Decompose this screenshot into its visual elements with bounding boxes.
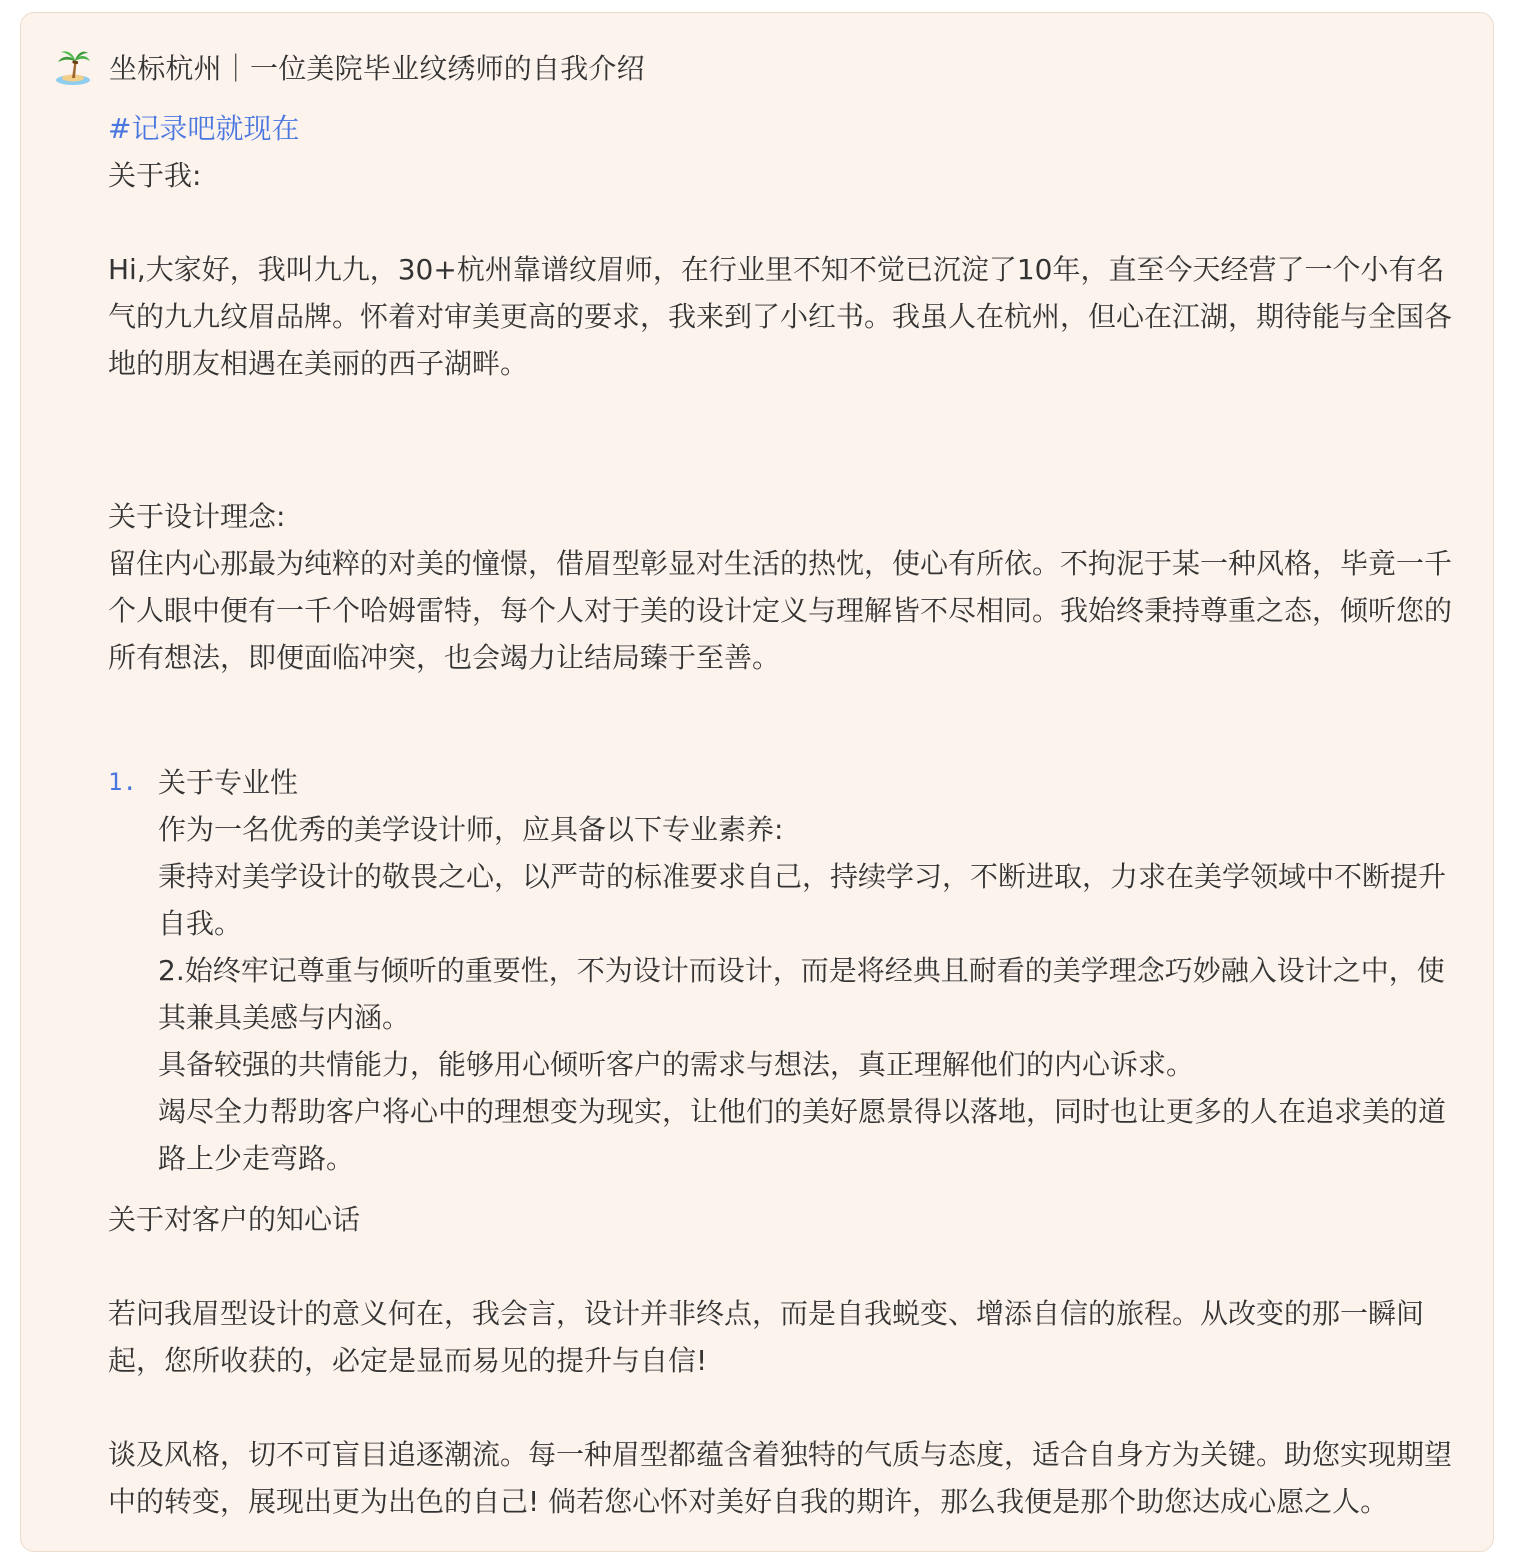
professional-heading: 关于专业性 bbox=[158, 766, 299, 799]
palm-tree-island-icon bbox=[53, 47, 93, 87]
about-me-heading: 关于我: bbox=[108, 159, 202, 192]
about-me-paragraph: Hi,大家好，我叫九九，30+杭州靠谱纹眉师，在行业里不知不觉已沉淀了10年，直至今天经营了一个小有名气的九九纹眉品牌。怀着对审美更高的要求，我来到了小红书。我虽人在杭州，但心在江湖，期待能与全国各地的朋友相遇在美丽的西子湖畔。 bbox=[108, 253, 1453, 380]
heart-paragraph-2: 谈及风格，切不可盲目追逐潮流。每一种眉型都蕴含着独特的气质与态度，适合自身方为关键。助您实现期望中的转变，展现出更为出色的自己! 倘若您心怀对美好自我的期许，那么我便是那个助您达成心愿之人。 bbox=[108, 1438, 1453, 1518]
post-title: 坐标杭州｜一位美院毕业纹绣师的自我介绍 bbox=[109, 52, 645, 85]
professional-line-3: 2.始终牢记尊重与倾听的重要性，不为设计而设计，而是将经典且耐看的美学理念巧妙融入设计之中，使其兼具美感与内涵。 bbox=[158, 954, 1445, 1034]
list-item bbox=[108, 759, 1468, 1182]
professional-line-1: 作为一名优秀的美学设计师，应具备以下专业素养: bbox=[158, 813, 784, 846]
professional-line-5: 竭尽全力帮助客户将心中的理想变为现实，让他们的美好愿景得以落地，同时也让更多的人在追求美的道路上少走弯路。 bbox=[158, 1095, 1447, 1175]
post-header bbox=[53, 47, 645, 87]
heart-heading: 关于对客户的知心话 bbox=[108, 1203, 361, 1236]
hashtag-link[interactable]: #记录吧就现在 bbox=[108, 112, 300, 145]
list-item-body bbox=[158, 759, 1468, 1182]
professional-line-2: 秉持对美学设计的敬畏之心，以严苛的标准要求自己，持续学习，不断进取，力求在美学领域中不断提升自我。 bbox=[158, 860, 1447, 940]
post-card bbox=[20, 12, 1494, 1552]
professional-line-4: 具备较强的共情能力，能够用心倾听客户的需求与想法，真正理解他们的内心诉求。 bbox=[158, 1048, 1195, 1081]
list-number: 1. bbox=[108, 768, 137, 796]
post-body bbox=[108, 105, 1468, 1525]
heart-paragraph-1: 若问我眉型设计的意义何在，我会言，设计并非终点，而是自我蜕变、增添自信的旅程。从改变的那一瞬间起，您所收获的，必定是显而易见的提升与自信! bbox=[108, 1297, 1425, 1377]
design-paragraph: 留住内心那最为纯粹的对美的憧憬，借眉型彰显对生活的热忱，使心有所依。不拘泥于某一种风格，毕竟一千个人眼中便有一千个哈姆雷特，每个人对于美的设计定义与理解皆不尽相同。我始终秉持尊重之态，倾听您的所有想法，即便面临冲突，也会竭力让结局臻于至善。 bbox=[108, 547, 1453, 674]
design-heading: 关于设计理念: bbox=[108, 500, 286, 533]
